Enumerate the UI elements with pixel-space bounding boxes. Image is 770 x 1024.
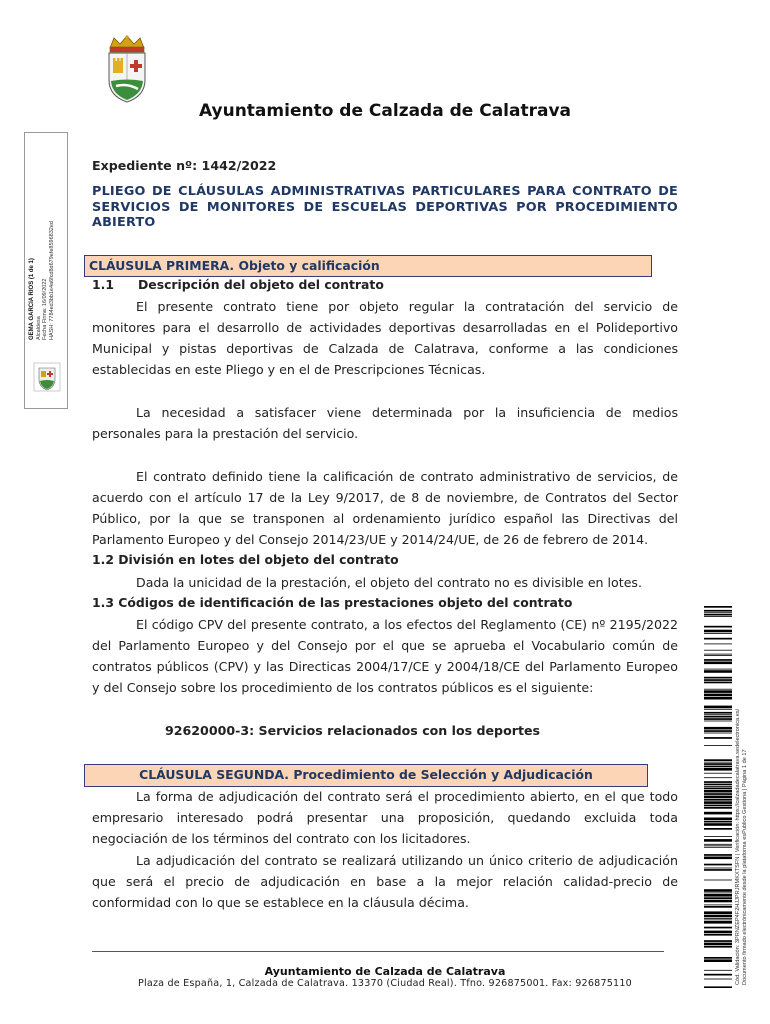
signature-date: Fecha Firma: 16/09/2022	[42, 278, 48, 340]
paragraph: El presente contrato tiene por objeto regular la contratación del servicio de monitores para el desarrollo de actividades deportivas desarrolladas en el Polideportivo Municipal y pistas deportivas de Calzada de Calatrava, conforme a las condiciones establecidas en este Pliego y en el de Prescripciones Técnicas.	[92, 299, 678, 377]
cpv-code: 92620000-3: Servicios relacionados con los deportes	[165, 723, 540, 738]
signer-name: GEMA GARCIA RIOS (1 de 1)	[29, 258, 35, 340]
section-heading-1-3: 1.3 Códigos de identificación de las prestaciones objeto del contrato	[92, 595, 573, 610]
section-heading-1-2: 1.2 División en lotes del objeto del contrato	[92, 552, 399, 567]
footer-divider	[92, 951, 664, 952]
verification-platform: Documento firmado electrónicamente desde la plataforma esPublico Gestiona | Página 1 de 17	[742, 749, 748, 985]
paragraph: Dada la unicidad de la prestación, el objeto del contrato no es divisible en lotes.	[136, 575, 643, 590]
paragraph: La forma de adjudicación del contrato será el procedimiento abierto, en el que todo empresario interesado podrá presentar una proposición, quedando excluida toda negociación de los términos del contrato con los licitadores.	[92, 789, 678, 846]
signature-emblem-icon	[33, 362, 61, 392]
paragraph: El código CPV del presente contrato, a los efectos del Reglamento (CE) nº 2195/2022 del Parlamento Europeo y del Consejo por el que se aprueba el Vocabulario común de contratos públicos (CPV) y las Directicas 2004/17/CE y 2004/18/CE del Parlamento Europeo y del Consejo sobre los procedimiento de los contratos públicos es el siguiente:	[92, 617, 678, 695]
organization-title: Ayuntamiento de Calzada de Calatrava	[198, 101, 572, 121]
barcode-icon	[704, 606, 732, 988]
coat-of-arms-icon	[104, 34, 150, 104]
footer-title: Ayuntamiento de Calzada de Calatrava	[264, 965, 506, 978]
signer-role: Alcaldesa	[36, 316, 42, 340]
signature-hash: HASH: 7784ed3bb1e4a6fcd8d679efe8596832ed	[49, 221, 55, 340]
section-title: Descripción del objeto del contrato	[138, 277, 384, 292]
clause-heading-first: CLÁUSULA PRIMERA. Objeto y calificación	[84, 255, 652, 277]
paragraph: La adjudicación del contrato se realizará utilizando un único criterio de adjudicación que será el precio de adjudicación en base a la mejor relación calidad-precio de conformidad con lo que se establece en la cláusula décima.	[92, 853, 678, 910]
document-title: PLIEGO DE CLÁUSULAS ADMINISTRATIVAS PARTICULARES PARA CONTRATO DE SERVICIOS DE MONITORES DE ESCUELAS DEPORTIVAS POR PROCEDIMIENTO ABIERTO	[92, 184, 678, 230]
clause-heading-second: CLÁUSULA SEGUNDA. Procedimiento de Selección y Adjudicación	[84, 764, 648, 787]
paragraph: El contrato definido tiene la calificación de contrato administrativo de servicios, de acuerdo con el artículo 17 de la Ley 9/2017, de 8 de noviembre, de Contratos del Sector Público, por la que se transponen al ordenamiento jurídico español las Directivas del Parlamento Europeo y del Consejo 2014/23/UE y 2014/24/UE, de 26 de febrero de 2014.	[92, 469, 678, 547]
verification-code: Cód. Validación: 3PRNZEP4F2HJJPRJRMKXTSFN | Verificación: https://calzadadecalatrava.sedelectronica.es/	[735, 708, 741, 985]
section-number: 1.1	[92, 277, 114, 292]
section-heading-1-1	[92, 276, 678, 294]
paragraph: La necesidad a satisfacer viene determinada por la insuficiencia de medios personales para la prestación del servicio.	[92, 405, 678, 441]
expediente-number: Expediente nº: 1442/2022	[92, 158, 277, 173]
footer-address: Plaza de España, 1, Calzada de Calatrava. 13370 (Ciudad Real). Tfno. 926875001. Fax: 926875110	[138, 978, 632, 989]
